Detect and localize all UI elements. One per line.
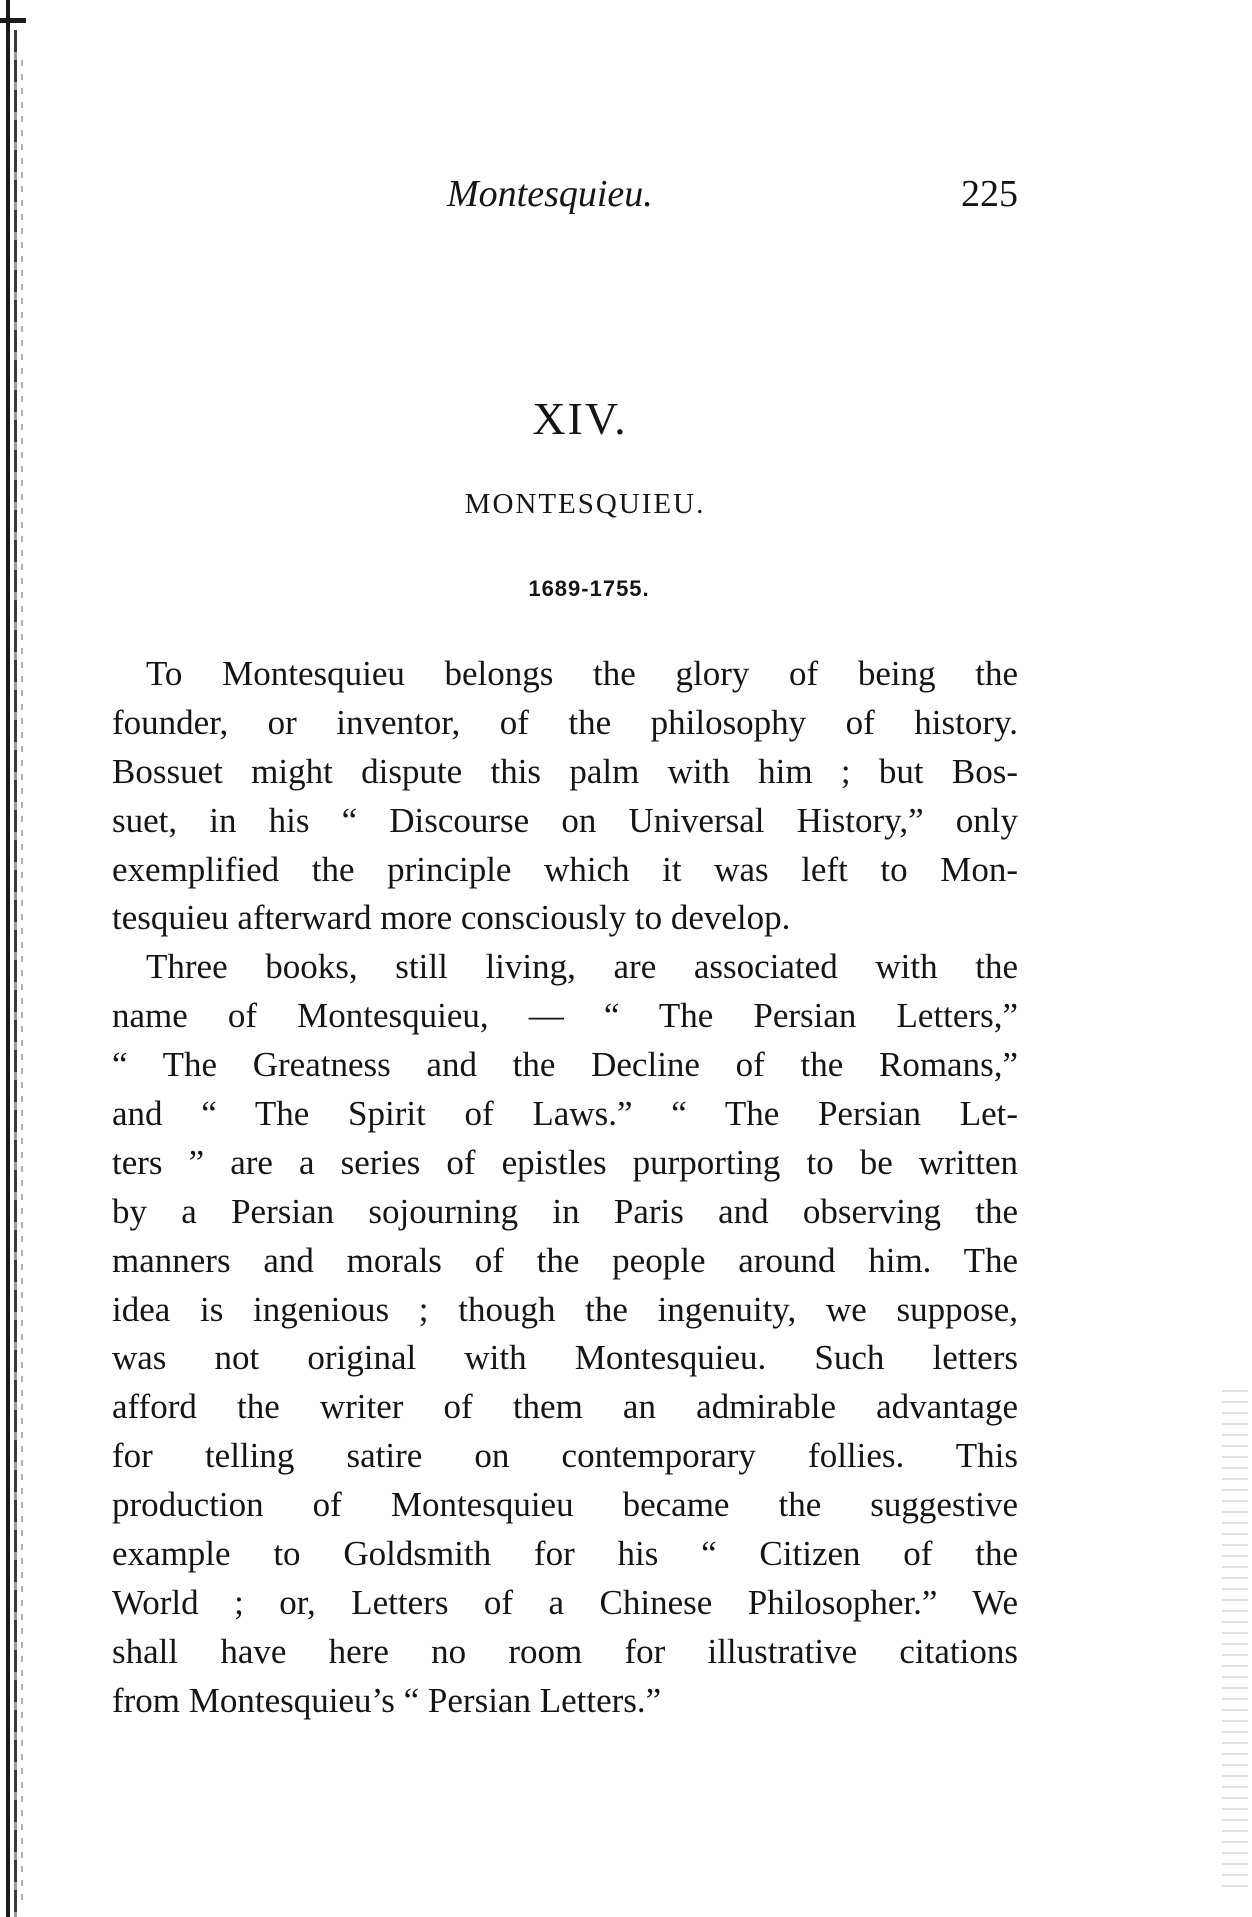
text-line: example to Goldsmith for his “ Citizen of the [112, 1534, 1018, 1574]
text-line: Bossuet might dispute this palm with him ; but Bos- [112, 751, 1018, 791]
paragraph [112, 943, 1018, 1725]
text-line: ters ” are a series of epistles purporting to be written [112, 1142, 1018, 1182]
text-line: by a Persian sojourning in Paris and observing the [112, 1191, 1018, 1231]
paragraph [112, 650, 1018, 943]
chapter-dates: 1689-1755. [528, 576, 650, 601]
binding-shadow-line [21, 60, 23, 1900]
chapter-number: XIV. [532, 393, 628, 444]
text-line: and “ The Spirit of Laws.” “ The Persian Let- [112, 1094, 1018, 1134]
text-line: founder, or inventor, of the philosophy of history. [112, 702, 1018, 742]
text-line: from Montesquieu’s “ Persian Letters.” [112, 1680, 662, 1720]
text-line: idea is ingenious ; though the ingenuity, we suppose, [112, 1289, 1018, 1329]
text-line: To Montesquieu belongs the glory of being the [146, 654, 1018, 693]
running-title: Montesquieu. [447, 173, 653, 215]
text-line: Three books, still living, are associated with the [146, 947, 1018, 987]
binding-shadow-line [6, 0, 10, 1917]
scan-speckles [1222, 1390, 1248, 1890]
page-number: 225 [961, 173, 1018, 215]
text-line: for telling satire on contemporary follies. This [112, 1436, 1018, 1476]
text-line: World ; or, Letters of a Chinese Philosopher.” We [112, 1582, 1018, 1622]
page-binding-edge [0, 0, 30, 1917]
running-head [112, 150, 1018, 215]
text-line: afford the writer of them an admirable advantage [112, 1387, 1018, 1427]
binding-corner-mark [0, 18, 26, 23]
text-line: exemplified the principle which it was left to Mon- [112, 849, 1018, 889]
text-line: shall have here no room for illustrative citations [112, 1631, 1018, 1671]
text-line: production of Montesquieu became the suggestive [112, 1485, 1018, 1525]
text-line: manners and morals of the people around him. The [112, 1240, 1018, 1280]
text-line: “ The Greatness and the Decline of the Romans,” [112, 1045, 1018, 1085]
chapter-title: MONTESQUIEU. [464, 488, 706, 520]
text-line: suet, in his “ Discourse on Universal History,” only [112, 800, 1018, 840]
text-line: tesquieu afterward more consciously to develop. [112, 898, 791, 938]
book-page [112, 150, 1018, 1720]
body-text [112, 650, 1018, 1726]
text-line: name of Montesquieu, — “ The Persian Letters,” [112, 996, 1018, 1036]
text-line: was not original with Montesquieu. Such letters [112, 1338, 1018, 1378]
binding-shadow-line [14, 30, 17, 1917]
